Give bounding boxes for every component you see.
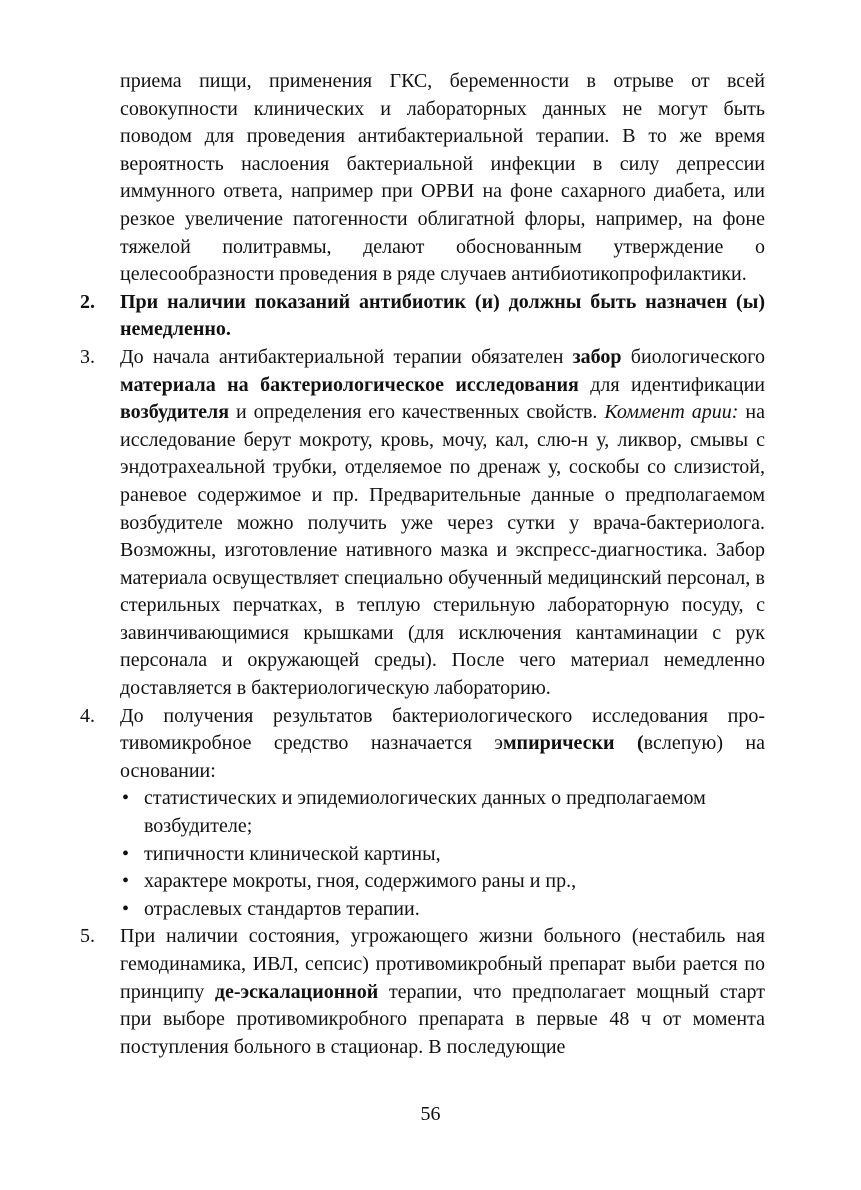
list-item-4: [80, 703, 765, 924]
bullet-item: • отраслевых стандартов терапии.: [120, 896, 765, 924]
text-run: До получения результатов бактериологического исследования про-тивомикробное средство назначается э: [120, 704, 765, 755]
item-number: 5.: [80, 925, 95, 948]
list-item-3: [80, 344, 765, 703]
text-run: вслепую) на основании:: [120, 732, 765, 782]
item-number: 3.: [80, 345, 95, 368]
bullet-item: • статистических и эпидемиологических данных о предполагаемом возбудителе;: [120, 785, 765, 840]
text-run: биологического: [621, 345, 765, 368]
list-item-2: [80, 289, 765, 344]
intro-paragraph: приема пищи, применения ГКС, беременности в отрыве от всей совокупности клинических и лабораторных данных не могут быть поводом для проведения антибактериальной терапии. В то же время вероятность наслоения бактериальной инфекции в силу депрессии иммунного ответа, например при ОРВИ на фоне сахарного диабета, или резкое увеличение патогенности облигатной флоры, например, на фоне тяжелой политравмы, делают обоснованным утверждение о целесообразности проведения в ряде случаев антибиотикопрофилактики.: [120, 70, 765, 286]
text-run: До начала антибактериальной терапии обязателен: [120, 345, 573, 368]
item-text: [120, 703, 765, 924]
list-item-5: [80, 923, 765, 1061]
text-run: на исследование берут мокроту, кровь, мочу, кал, слю-н у, ликвор, смывы с эндотрахеальной трубки, отделяемое по дренаж у, соскобы со слизистой, раневое содержимое и пр. Предварительные данные о предполагаемом возбудителе можно получить уже через сутки у врача-бактериолога. Возможны, изготовление нативного мазка и экспресс-диагностика. Забор материала освуществляет специально обученный медицинский персонал, в стерильных перчатках, в теплую стерильную лабораторную посуду, с завинчивающимися крышками (для исключения кантаминации с рук персонала и окружающей среды). После чего материал немедленно доставляется в бактериологическую лабораторию.: [120, 401, 765, 700]
bullet-list: [120, 785, 765, 923]
page-content: [80, 68, 765, 1061]
text-run: и определения его качественных свойств.: [229, 401, 605, 424]
bold-term: де-эскалационной: [214, 980, 379, 1003]
text-run: терапии, что предполагает мощный старт при выборе противомикробного препарата в первые 48 ч от момента поступления больного в стационар. В последующие: [120, 980, 766, 1058]
item-text: При наличии показаний антибиотик (и) должны быть назначен (ы) немедленно.: [120, 290, 765, 341]
text-run: для идентификации: [578, 373, 765, 396]
item-text: [120, 344, 765, 703]
bold-term: возбудителя: [120, 401, 230, 424]
bold-term: забор: [572, 345, 622, 368]
item-number: 4.: [80, 704, 95, 727]
bold-term: материала на бактериологическое исследования: [120, 373, 579, 396]
item-number: 2.: [80, 290, 95, 313]
text-run: При наличии состояния, угрожающего жизни больного (нестабиль ная гемодинамика, ИВЛ, сепсис) противомикробный препарат выби рается по принципу: [120, 925, 765, 1003]
page-number: 56: [420, 1103, 441, 1125]
bullet-item: • типичности клинической картины,: [120, 841, 765, 869]
bold-term: мпирически (: [502, 732, 644, 755]
bullet-item: • характере мокроты, гноя, содержимого раны и пр.,: [120, 868, 765, 896]
comment-label: Коммент арии:: [604, 401, 739, 424]
item-lead: [120, 703, 765, 786]
item-text: [120, 923, 765, 1061]
